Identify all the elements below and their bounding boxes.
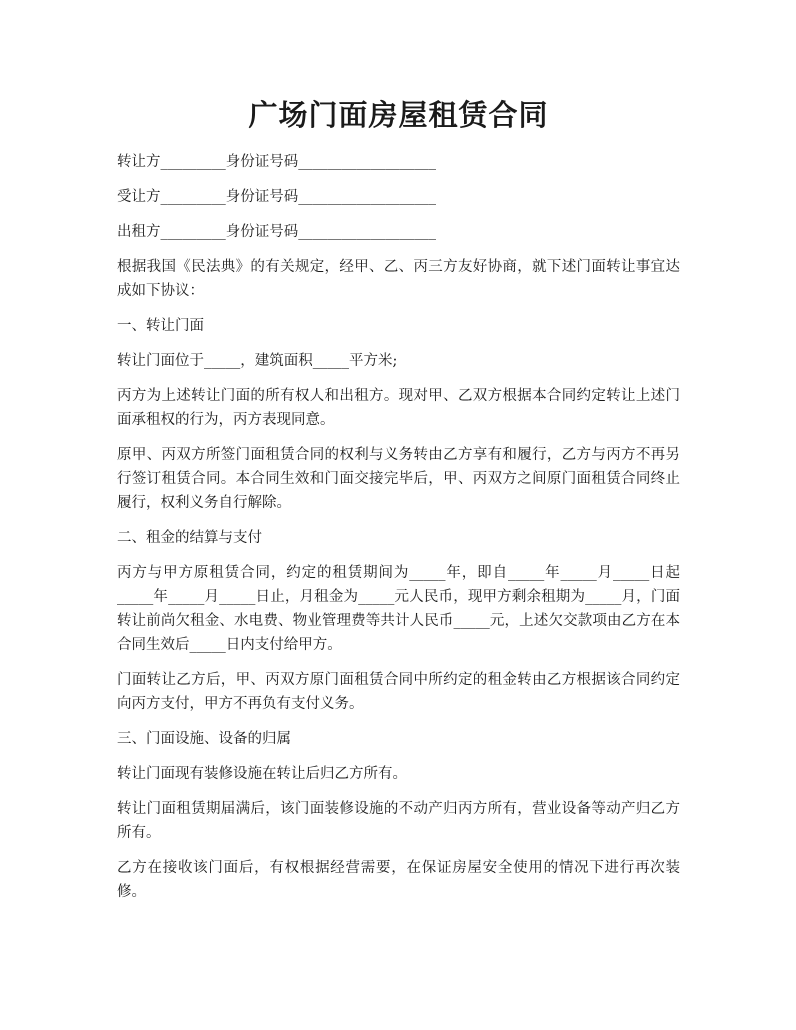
paragraph: 门面转让乙方后，甲、丙双方原门面租赁合同中所约定的租金转由乙方根据该合同约定向丙方支付，甲方不再负有支付义务。 bbox=[117, 672, 680, 712]
section-heading: 三、门面设施、设备的归属 bbox=[117, 731, 291, 747]
paragraph: 原甲、丙双方所签门面租赁合同的权利与义务转由乙方享有和履行，乙方与丙方不再另行签订租赁合同。本合同生效和门面交接完毕后，甲、丙双方之间原门面租赁合同终止履行，权利义务自行解除。 bbox=[117, 447, 680, 511]
party-line-lessor: 出租方_________身份证号码___________________ bbox=[117, 224, 436, 240]
paragraph: 丙方与甲方原租赁合同，约定的租赁期间为_____年，即自_____年_____月_____日起_____年_____月_____日止，月租金为_____元人民币，现甲方剩余租期为_____月，门面转让前尚欠租金、水电费、物业管理费等共计人民币_____元，上述欠交款项由乙方在本合同生效后_____日内支付给甲方。 bbox=[117, 565, 680, 653]
party-line-transferee: 受让方_________身份证号码___________________ bbox=[117, 189, 436, 205]
document-title: 广场门面房屋租赁合同 bbox=[248, 98, 549, 132]
paragraph: 转让门面现有装修设施在转让后归乙方所有。 bbox=[117, 766, 407, 782]
party-list bbox=[117, 150, 680, 244]
paragraph: 转让门面租赁期届满后，该门面装修设施的不动产归丙方所有，营业设备等动产归乙方所有。 bbox=[117, 801, 680, 841]
party-line-transferor: 转让方_________身份证号码___________________ bbox=[117, 154, 436, 170]
intro-paragraph: 根据我国《民法典》的有关规定，经甲、乙、丙三方友好协商，就下述门面转让事宜达成如下协议： bbox=[117, 259, 680, 299]
paragraph: 乙方在接收该门面后，有权根据经营需要，在保证房屋安全使用的情况下进行再次装修。 bbox=[117, 860, 680, 900]
paragraph: 转让门面位于_____，建筑面积_____平方米; bbox=[117, 353, 398, 369]
paragraph: 丙方为上述转让门面的所有权人和出租方。现对甲、乙双方根据本合同约定转让上述门面承租权的行为，丙方表现同意。 bbox=[117, 388, 680, 428]
section-heading: 一、转让门面 bbox=[117, 318, 204, 334]
section-heading: 二、租金的结算与支付 bbox=[117, 530, 262, 546]
